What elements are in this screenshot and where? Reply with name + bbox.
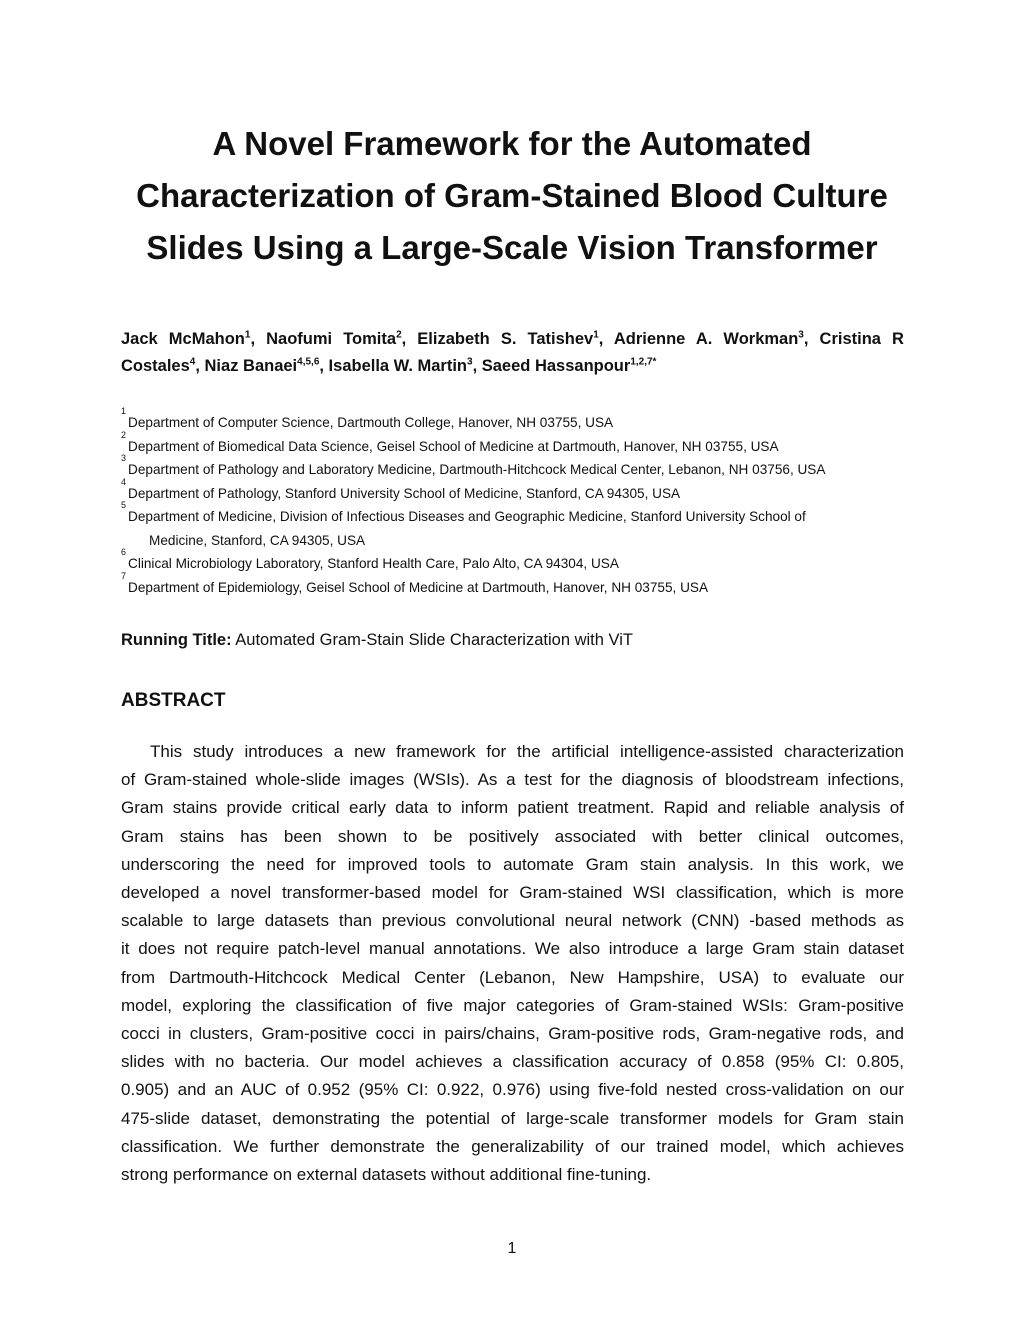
title-line-3: Slides Using a Large-Scale Vision Transformer xyxy=(146,229,878,266)
abstract-body xyxy=(121,738,904,1189)
affiliation-item-continued xyxy=(121,529,911,553)
author-name: , Elizabeth S. Tatishev xyxy=(401,330,594,348)
affiliation-number: 7 xyxy=(121,570,127,581)
abstract-line: model, exploring the classification of five major categories of Gram-stained WSIs: Gram-positive xyxy=(121,995,904,1015)
abstract-heading: ABSTRACT xyxy=(121,690,226,711)
author-name: Jack McMahon xyxy=(121,330,245,348)
affiliation-number: 1 xyxy=(121,406,127,416)
author-list xyxy=(121,326,904,380)
title-line-1: A Novel Framework for the Automated xyxy=(212,125,812,162)
abstract-line: scalable to large datasets than previous convolutional neural network (CNN) -based methods as xyxy=(121,911,904,931)
affiliation-item xyxy=(121,570,911,600)
author-line-2 xyxy=(121,353,904,380)
affiliation-text: Department of Biomedical Data Science, Geisel School of Medicine at Dartmouth, Hanover, NH 03755, USA xyxy=(128,438,779,454)
affiliation-item xyxy=(121,500,911,529)
affiliation-item xyxy=(121,429,911,459)
affiliation-text: Department of Pathology and Laboratory Medicine, Dartmouth-Hitchcock Medical Center, Lebanon, NH 03756, USA xyxy=(128,462,826,477)
author-name: , Saeed Hassanpour xyxy=(472,357,631,375)
affiliation-number: 4 xyxy=(121,476,127,487)
abstract-line: slides with no bacteria. Our model achieves a classification accuracy of 0.858 (95% CI: 0.805, xyxy=(121,1052,904,1072)
author-affil-sup: 1 xyxy=(244,329,251,341)
title-line-2: Characterization of Gram-Stained Blood Culture xyxy=(136,177,888,214)
affiliation-item xyxy=(121,476,911,506)
affiliation-number: 6 xyxy=(121,547,127,557)
affiliation-text: Department of Computer Science, Dartmouth College, Hanover, NH 03755, USA xyxy=(128,415,614,430)
affiliation-text: Department of Epidemiology, Geisel School of Medicine at Dartmouth, Hanover, NH 03755, USA xyxy=(128,579,709,595)
abstract-line: 475-slide dataset, demonstrating the potential of large-scale transformer models for Gram stain xyxy=(121,1108,904,1128)
author-name: , Naofumi Tomita xyxy=(250,330,397,348)
abstract-line: of Gram-stained whole-slide images (WSIs). As a test for the diagnosis of bloodstream infections, xyxy=(121,770,904,790)
abstract-line: This study introduces a new framework for the artificial intelligence-assisted characterization xyxy=(150,742,904,761)
affiliation-item xyxy=(121,453,911,482)
author-affil-sup: 2 xyxy=(396,329,402,341)
abstract-line: strong performance on external datasets without additional fine-tuning. xyxy=(121,1165,652,1185)
page-number: 1 xyxy=(507,1240,517,1257)
abstract-line: Gram stains has been shown to be positively associated with better clinical outcomes, xyxy=(121,826,904,846)
paper-title xyxy=(100,118,924,274)
author-affil-sup: 3 xyxy=(798,329,804,341)
affiliation-text: Department of Medicine, Division of Infectious Diseases and Geographic Medicine, Stanford University School of xyxy=(128,509,806,524)
author-affil-sup: 4 xyxy=(189,356,196,368)
abstract-line: developed a novel transformer-based model for Gram-stained WSI classification, which is more xyxy=(121,883,904,903)
author-affil-sup: 3 xyxy=(467,356,473,368)
running-title-text: Automated Gram-Stain Slide Characterization with ViT xyxy=(231,631,633,649)
running-title xyxy=(121,628,633,652)
author-affil-sup: 1 xyxy=(593,329,599,341)
author-name: , Niaz Banaei xyxy=(195,357,298,375)
abstract-line: Gram stains provide critical early data to inform patient treatment. Rapid and reliable analysis of xyxy=(121,798,904,818)
abstract-line: 0.905) and an AUC of 0.952 (95% CI: 0.922, 0.976) using five-fold nested cross-validation on our xyxy=(121,1080,904,1100)
affiliation-number: 5 xyxy=(121,500,127,510)
affiliation-item xyxy=(121,406,911,435)
author-affil-sup: 1,2,7* xyxy=(630,356,657,368)
affiliation-text: Clinical Microbiology Laboratory, Stanford Health Care, Palo Alto, CA 94304, USA xyxy=(128,556,619,571)
author-line-1 xyxy=(121,326,904,353)
author-name: Costales xyxy=(121,357,190,375)
affiliation-item xyxy=(121,547,911,576)
abstract-line: from Dartmouth-Hitchcock Medical Center (Lebanon, New Hampshire, USA) to evaluate our xyxy=(121,967,904,987)
author-name: , Adrienne A. Workman xyxy=(598,330,799,348)
affiliation-text: Department of Pathology, Stanford University School of Medicine, Stanford, CA 94305, USA xyxy=(128,485,681,501)
abstract-line: it does not require patch-level manual annotations. We also introduce a large Gram stain dataset xyxy=(121,939,904,959)
running-title-label: Running Title: xyxy=(121,631,232,649)
author-name: , Cristina R xyxy=(803,330,904,348)
affiliation-list xyxy=(121,406,911,599)
author-affil-sup: 4,5,6 xyxy=(297,356,320,368)
affiliation-number: 2 xyxy=(121,429,127,440)
abstract-line: underscoring the need for improved tools to automate Gram stain analysis. In this work, we xyxy=(121,854,904,874)
author-name: , Isabella W. Martin xyxy=(319,357,468,375)
abstract-line: cocci in clusters, Gram-positive cocci in pairs/chains, Gram-positive rods, Gram-negative rods, and xyxy=(121,1024,904,1044)
affiliation-number: 3 xyxy=(121,453,127,463)
abstract-line: classification. We further demonstrate the generalizability of our trained model, which achieves xyxy=(121,1136,904,1156)
affiliation-text: Medicine, Stanford, CA 94305, USA xyxy=(149,532,366,548)
